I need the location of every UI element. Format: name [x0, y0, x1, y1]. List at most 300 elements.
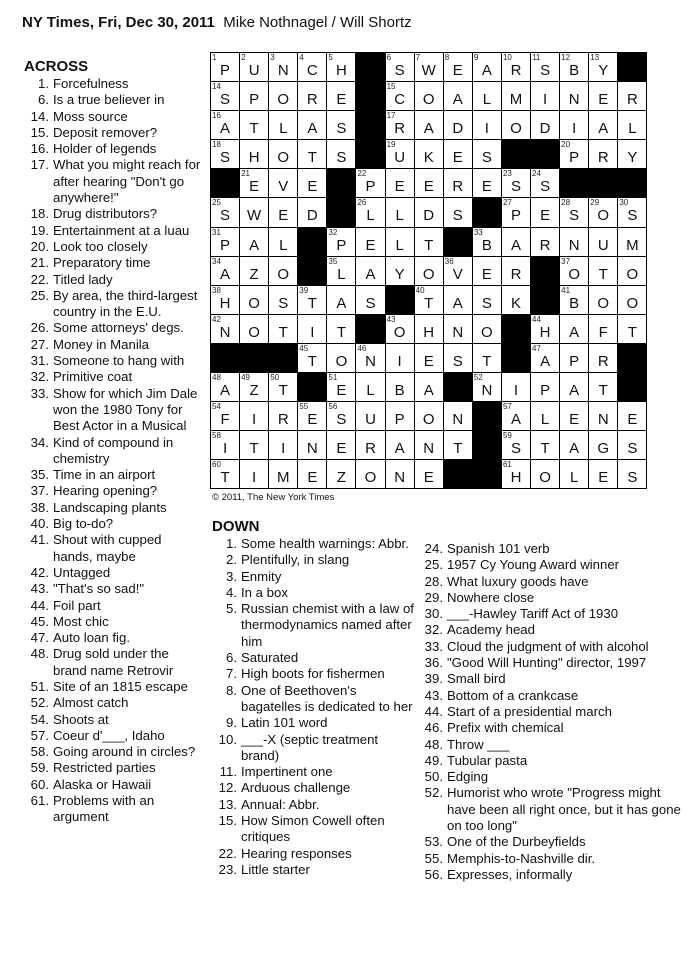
grid-cell[interactable]	[211, 228, 240, 257]
cell-letter: L	[279, 236, 288, 254]
grid-cell[interactable]	[240, 140, 269, 169]
grid-cell[interactable]	[386, 315, 415, 344]
grid-block	[356, 315, 385, 344]
clue-item	[212, 732, 417, 765]
grid-cell[interactable]	[618, 431, 647, 460]
grid-cell[interactable]	[211, 460, 240, 489]
grid-cell[interactable]	[356, 402, 385, 431]
grid-block	[298, 228, 327, 257]
grid-cell[interactable]	[211, 402, 240, 431]
cell-letter: T	[540, 440, 550, 458]
grid-cell[interactable]	[415, 228, 444, 257]
grid-cell[interactable]	[473, 169, 502, 198]
clue-text: Spanish 101 verb	[447, 541, 550, 556]
grid-cell[interactable]	[502, 228, 531, 257]
grid-cell[interactable]	[211, 257, 240, 286]
grid-cell[interactable]	[618, 460, 647, 489]
grid-cell[interactable]	[531, 228, 560, 257]
grid-cell[interactable]	[618, 140, 647, 169]
cell-number: 9	[473, 53, 479, 62]
cell-number: 41	[561, 285, 571, 295]
grid-cell[interactable]	[415, 257, 444, 286]
grid-cell[interactable]	[298, 344, 327, 373]
clue-text: Hearing opening?	[53, 483, 158, 499]
grid-cell[interactable]	[240, 198, 269, 227]
grid-cell[interactable]	[298, 140, 327, 169]
grid-cell[interactable]	[386, 373, 415, 402]
grid-cell[interactable]	[589, 53, 618, 82]
grid-cell[interactable]	[589, 257, 618, 286]
puzzle-header	[22, 14, 682, 32]
grid-cell[interactable]	[327, 140, 356, 169]
cell-letter: P	[510, 207, 521, 225]
grid-cell[interactable]	[444, 257, 473, 286]
grid-cell[interactable]	[386, 198, 415, 227]
grid-cell[interactable]	[473, 140, 502, 169]
grid-cell[interactable]	[327, 257, 356, 286]
grid-cell[interactable]	[356, 344, 385, 373]
grid-cell[interactable]	[473, 82, 502, 111]
grid-cell[interactable]	[240, 82, 269, 111]
grid-cell[interactable]	[269, 286, 298, 315]
grid-cell[interactable]	[531, 373, 560, 402]
grid-cell[interactable]	[386, 111, 415, 140]
grid-cell[interactable]	[356, 228, 385, 257]
grid-cell[interactable]	[269, 53, 298, 82]
grid-cell[interactable]	[269, 315, 298, 344]
grid-cell[interactable]	[386, 344, 415, 373]
grid-cell[interactable]	[589, 286, 618, 315]
grid-cell[interactable]	[240, 169, 269, 198]
cell-letter: R	[626, 91, 638, 109]
grid-cell[interactable]	[415, 198, 444, 227]
grid-cell[interactable]	[298, 169, 327, 198]
grid-cell[interactable]	[240, 315, 269, 344]
clue-number: 40.	[30, 516, 49, 532]
grid-cell[interactable]	[502, 402, 531, 431]
grid-cell[interactable]	[269, 228, 298, 257]
grid-cell[interactable]	[531, 315, 560, 344]
grid-cell[interactable]	[444, 286, 473, 315]
cell-letter: N	[277, 62, 289, 79]
grid-cell[interactable]	[560, 140, 589, 169]
grid-cell[interactable]	[531, 169, 560, 198]
cell-letter: O	[422, 411, 435, 429]
grid-cell[interactable]	[560, 460, 589, 489]
grid-cell[interactable]	[560, 228, 589, 257]
grid-cell[interactable]	[560, 111, 589, 140]
grid-cell[interactable]	[240, 286, 269, 315]
grid-cell[interactable]	[356, 198, 385, 227]
grid-cell[interactable]	[386, 257, 415, 286]
cell-letter: S	[510, 178, 521, 196]
grid-cell[interactable]	[560, 402, 589, 431]
cell-letter: K	[510, 294, 521, 312]
clue-text: Auto loan fig.	[53, 630, 130, 646]
grid-cell[interactable]	[269, 169, 298, 198]
cell-number: 59	[502, 431, 512, 441]
cell-letter: M	[276, 469, 290, 487]
grid-cell[interactable]	[386, 82, 415, 111]
grid-cell[interactable]	[560, 315, 589, 344]
clue-number: 4.	[226, 584, 237, 600]
grid-cell[interactable]	[240, 431, 269, 460]
cell-number: 14	[212, 82, 221, 92]
grid-cell[interactable]	[589, 228, 618, 257]
grid-cell[interactable]	[298, 431, 327, 460]
clue-text: Shoots at	[53, 711, 109, 727]
clue-number: 3.	[226, 568, 237, 584]
grid-cell[interactable]	[415, 402, 444, 431]
clue-number: 22.	[30, 271, 49, 287]
cell-letter: E	[278, 207, 289, 225]
cell-letter: I	[281, 440, 286, 458]
grid-cell[interactable]	[240, 53, 269, 82]
cell-letter: P	[569, 352, 580, 370]
grid-cell[interactable]	[386, 169, 415, 198]
cell-number: 2	[241, 53, 246, 62]
cell-letter: R	[510, 62, 522, 79]
clue-text: Academy head	[447, 622, 535, 638]
grid-cell[interactable]	[327, 402, 356, 431]
cell-letter: T	[627, 323, 637, 341]
cell-number: 48	[212, 373, 221, 383]
clue-number: 47.	[30, 630, 49, 646]
grid-cell[interactable]	[269, 373, 298, 402]
grid-cell[interactable]	[386, 228, 415, 257]
cell-letter: R	[452, 178, 464, 196]
clue-text: Throw ___	[447, 736, 510, 752]
grid-cell[interactable]	[502, 111, 531, 140]
grid-cell[interactable]	[444, 53, 473, 82]
cell-letter: S	[627, 207, 638, 225]
grid-block	[618, 344, 647, 373]
grid-cell[interactable]	[415, 53, 444, 82]
grid-cell[interactable]	[444, 344, 473, 373]
grid-cell[interactable]	[240, 402, 269, 431]
grid-cell[interactable]	[327, 373, 356, 402]
cell-letter: H	[336, 62, 347, 79]
grid-cell[interactable]	[415, 140, 444, 169]
grid-cell[interactable]	[618, 286, 647, 315]
grid-cell[interactable]	[415, 373, 444, 402]
grid-cell[interactable]	[502, 431, 531, 460]
grid-cell[interactable]	[502, 257, 531, 286]
grid-cell[interactable]	[415, 111, 444, 140]
grid-block	[211, 169, 240, 198]
cell-letter: N	[452, 323, 464, 341]
clue-number: 13.	[218, 796, 237, 812]
grid-cell[interactable]	[269, 82, 298, 111]
grid-cell[interactable]	[240, 228, 269, 257]
grid-cell[interactable]	[298, 286, 327, 315]
grid-cell[interactable]	[502, 198, 531, 227]
grid-cell[interactable]	[327, 344, 356, 373]
grid-cell[interactable]	[386, 140, 415, 169]
cell-letter: R	[597, 352, 609, 370]
grid-cell[interactable]	[298, 315, 327, 344]
cell-letter: E	[452, 149, 463, 167]
clue-text: Time in an airport	[53, 467, 156, 483]
grid-cell[interactable]	[386, 402, 415, 431]
clue-number: 16.	[30, 141, 49, 157]
grid-block	[473, 460, 502, 489]
grid-cell[interactable]	[589, 111, 618, 140]
clue-text: Primitive coat	[53, 369, 133, 385]
grid-cell[interactable]	[240, 373, 269, 402]
grid-cell[interactable]	[327, 431, 356, 460]
grid-cell[interactable]	[298, 111, 327, 140]
grid-cell[interactable]	[589, 402, 618, 431]
clue-text: Some health warnings: Abbr.	[241, 536, 409, 551]
grid-cell[interactable]	[327, 228, 356, 257]
grid-cell[interactable]	[240, 460, 269, 489]
grid-cell[interactable]	[444, 111, 473, 140]
grid-cell[interactable]	[589, 198, 618, 227]
clue-text: Russian chemist with a law of thermodynamics named after him	[241, 601, 414, 649]
grid-cell[interactable]	[531, 402, 560, 431]
grid-cell[interactable]	[444, 169, 473, 198]
cell-letter: E	[336, 440, 347, 458]
cell-letter: S	[569, 207, 580, 225]
clue-item	[418, 720, 690, 736]
grid-cell[interactable]	[589, 315, 618, 344]
grid-cell[interactable]	[415, 431, 444, 460]
grid-cell[interactable]	[327, 286, 356, 315]
grid-cell[interactable]	[211, 198, 240, 227]
grid-cell[interactable]	[618, 402, 647, 431]
cell-letter: T	[482, 352, 492, 370]
grid-cell[interactable]	[269, 257, 298, 286]
cell-letter: L	[279, 120, 288, 138]
grid-cell[interactable]	[356, 431, 385, 460]
cell-number: 5	[328, 53, 333, 62]
cell-letter: A	[365, 265, 376, 283]
grid-cell[interactable]	[473, 228, 502, 257]
grid-cell[interactable]	[444, 431, 473, 460]
cell-letter: S	[220, 149, 231, 167]
grid-cell[interactable]	[298, 460, 327, 489]
grid-cell[interactable]	[211, 286, 240, 315]
cell-letter: P	[365, 178, 376, 196]
grid-cell[interactable]	[618, 198, 647, 227]
grid-cell[interactable]	[444, 402, 473, 431]
clue-text: Bottom of a crankcase	[447, 687, 579, 703]
clue-number: 32.	[424, 622, 443, 638]
grid-cell[interactable]	[298, 198, 327, 227]
clue-text: By area, the third-largest country in the E.U.	[53, 287, 198, 320]
grid-cell[interactable]	[560, 431, 589, 460]
grid-cell[interactable]	[298, 402, 327, 431]
grid-block	[618, 53, 647, 82]
grid-cell[interactable]	[589, 82, 618, 111]
grid-cell[interactable]	[618, 111, 647, 140]
grid-cell[interactable]	[531, 53, 560, 82]
grid-cell[interactable]	[211, 431, 240, 460]
grid-cell[interactable]	[415, 344, 444, 373]
grid-cell[interactable]	[415, 460, 444, 489]
grid-cell[interactable]	[473, 315, 502, 344]
cell-letter: S	[540, 62, 551, 79]
grid-cell[interactable]	[502, 169, 531, 198]
clue-text: Is a true believer in	[53, 92, 165, 108]
grid-cell[interactable]	[356, 169, 385, 198]
grid-cell[interactable]	[589, 140, 618, 169]
grid-cell[interactable]	[502, 373, 531, 402]
cell-letter: O	[597, 294, 610, 312]
grid-cell[interactable]	[269, 431, 298, 460]
clue-item	[212, 666, 417, 682]
grid-cell[interactable]	[473, 257, 502, 286]
grid-cell[interactable]	[269, 460, 298, 489]
cell-letter: T	[424, 294, 434, 312]
grid-cell[interactable]	[618, 315, 647, 344]
grid-cell[interactable]	[560, 286, 589, 315]
clue-text: Forcefulness	[53, 76, 129, 91]
grid-cell[interactable]	[444, 198, 473, 227]
grid-cell[interactable]	[240, 257, 269, 286]
grid-cell[interactable]	[560, 373, 589, 402]
cell-letter: E	[423, 469, 434, 487]
cell-letter: O	[597, 207, 610, 225]
grid-cell[interactable]	[560, 257, 589, 286]
cell-letter: M	[626, 236, 639, 254]
grid-cell[interactable]	[531, 82, 560, 111]
grid-block	[473, 431, 502, 460]
grid-cell[interactable]	[415, 315, 444, 344]
grid-cell[interactable]	[560, 344, 589, 373]
grid-cell[interactable]	[240, 111, 269, 140]
down-clues	[212, 518, 417, 878]
clue-text: Money in Manila	[53, 336, 150, 352]
cell-letter: A	[452, 294, 463, 312]
grid-cell[interactable]	[502, 286, 531, 315]
clue-number: 25.	[30, 287, 49, 303]
grid-cell[interactable]	[444, 315, 473, 344]
clue-number: 34.	[30, 434, 49, 450]
grid-cell[interactable]	[386, 460, 415, 489]
grid-cell[interactable]	[356, 257, 385, 286]
grid-cell[interactable]	[618, 228, 647, 257]
cell-letter: A	[423, 382, 434, 400]
clue-item	[24, 483, 204, 499]
cell-letter: Z	[249, 265, 259, 283]
grid-cell[interactable]	[211, 315, 240, 344]
grid-block	[356, 111, 385, 140]
grid-cell[interactable]	[211, 82, 240, 111]
grid-cell[interactable]	[327, 53, 356, 82]
grid-cell[interactable]	[211, 53, 240, 82]
clue-number: 1.	[38, 76, 49, 91]
clue-item	[24, 157, 204, 206]
cell-letter: A	[394, 440, 405, 458]
grid-cell[interactable]	[298, 82, 327, 111]
grid-cell[interactable]	[269, 111, 298, 140]
grid-cell[interactable]	[473, 344, 502, 373]
cell-letter: T	[307, 294, 317, 312]
cell-letter: L	[395, 207, 404, 225]
clue-text: Latin 101 word	[241, 715, 328, 731]
grid-cell[interactable]	[502, 460, 531, 489]
grid-cell[interactable]	[415, 286, 444, 315]
grid-cell[interactable]	[386, 431, 415, 460]
cell-number: 37	[561, 256, 571, 266]
grid-cell[interactable]	[531, 111, 560, 140]
cell-letter: O	[335, 352, 348, 370]
grid-cell[interactable]	[211, 373, 240, 402]
grid-cell[interactable]	[473, 286, 502, 315]
clue-text: Saturated	[241, 650, 299, 666]
clue-text: Shout with cupped hands, maybe	[53, 532, 162, 564]
cell-letter: D	[306, 207, 318, 225]
cell-number: 57	[502, 402, 512, 412]
grid-cell[interactable]	[269, 140, 298, 169]
clue-item	[24, 744, 204, 760]
clue-item	[418, 590, 690, 606]
grid-cell[interactable]	[211, 140, 240, 169]
cell-number: 16	[212, 111, 221, 121]
grid-cell[interactable]	[618, 257, 647, 286]
grid-cell[interactable]	[327, 82, 356, 111]
grid-cell[interactable]	[298, 53, 327, 82]
grid-cell[interactable]	[531, 460, 560, 489]
cell-letter: P	[540, 382, 551, 400]
grid-cell[interactable]	[502, 82, 531, 111]
grid-cell[interactable]	[473, 373, 502, 402]
grid-cell[interactable]	[327, 315, 356, 344]
grid-cell[interactable]	[269, 402, 298, 431]
grid-cell[interactable]	[386, 53, 415, 82]
grid-cell[interactable]	[211, 111, 240, 140]
cell-letter: A	[569, 382, 580, 400]
grid-cell[interactable]	[415, 82, 444, 111]
grid-cell[interactable]	[415, 169, 444, 198]
grid-cell[interactable]	[589, 431, 618, 460]
grid-cell[interactable]	[444, 140, 473, 169]
grid-cell[interactable]	[327, 460, 356, 489]
grid-cell[interactable]	[560, 198, 589, 227]
grid-cell[interactable]	[269, 198, 298, 227]
cell-letter: R	[539, 236, 551, 254]
grid-cell[interactable]	[560, 82, 589, 111]
grid-cell[interactable]	[589, 344, 618, 373]
grid-cell[interactable]	[356, 286, 385, 315]
clue-item	[418, 753, 690, 769]
grid-cell[interactable]	[444, 82, 473, 111]
grid-cell[interactable]	[473, 111, 502, 140]
clue-text: Entertainment at a luau	[53, 222, 190, 238]
grid-cell[interactable]	[473, 53, 502, 82]
grid-cell[interactable]	[531, 431, 560, 460]
grid-cell[interactable]	[589, 373, 618, 402]
grid-cell[interactable]	[618, 82, 647, 111]
grid-cell[interactable]	[531, 344, 560, 373]
grid-cell[interactable]	[356, 373, 385, 402]
clue-item	[24, 353, 204, 369]
grid-cell[interactable]	[327, 111, 356, 140]
cell-letter: E	[598, 91, 609, 109]
grid-cell[interactable]	[560, 53, 589, 82]
cell-number: 20	[561, 140, 571, 150]
cell-letter: E	[481, 265, 492, 283]
cell-letter: I	[252, 469, 257, 487]
grid-cell[interactable]	[531, 198, 560, 227]
grid-cell[interactable]	[356, 460, 385, 489]
clue-item	[24, 565, 204, 581]
grid-cell[interactable]	[502, 53, 531, 82]
grid-cell[interactable]	[589, 460, 618, 489]
cell-letter: O	[248, 294, 260, 312]
